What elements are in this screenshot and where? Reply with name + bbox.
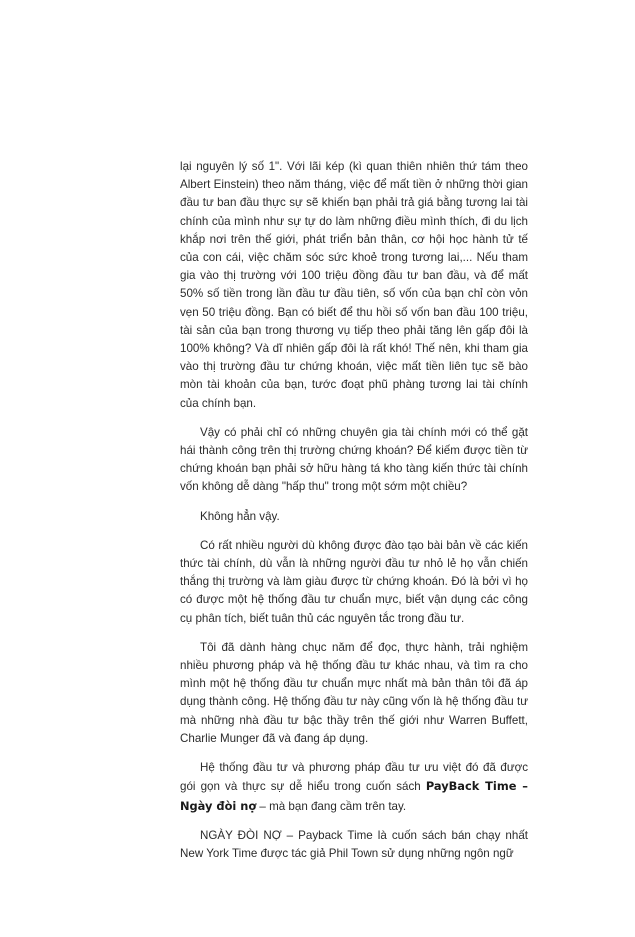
book-title: PayBack Time – Ngày đòi nợ bbox=[180, 779, 528, 813]
paragraph-question-experts: Vậy có phải chỉ có những chuyên gia tài chính mới có thể gặt hái thành công trên thị trường chứng khoán? Để kiếm được tiền từ chứng khoán bạn phải sở hữu hàng tá kho tàng kiến thức tài chính vốn không dễ dàng "hấp thu" trong một sớm một chiều? bbox=[180, 425, 528, 494]
paragraph-not-really: Không hẳn vậy. bbox=[200, 509, 280, 523]
page-body-text bbox=[180, 158, 528, 863]
paragraph-bestseller: NGÀY ĐÒI NỢ – Payback Time là cuốn sách bán chạy nhất New York Time được tác giả Phil Town sử dụng những ngôn ngữ bbox=[180, 828, 528, 860]
paragraph-book-intro bbox=[180, 759, 528, 816]
paragraph-small-investors: Có rất nhiều người dù không được đào tạo bài bản về các kiến thức tài chính, dù vẫn là những người đầu tư nhỏ lẻ họ vẫn chiến thắng thị trường và làm giàu được từ chứng khoán. Đó là bởi vì họ có được một hệ thống đầu tư chuẩn mực, biết vận dụng các công cụ phân tích, biết tuân thủ các nguyên tắc trong đầu tư. bbox=[180, 538, 528, 625]
paragraph-author-experience: Tôi đã dành hàng chục năm để đọc, thực hành, trải nghiệm nhiều phương pháp và hệ thống đầu tư khác nhau, và tìm ra cho mình một hệ thống đầu tư chuẩn mực nhất mà bản thân tôi đã áp dụng thành công. Hệ thống đầu tư này cũng vốn là hệ thống đầu tư mà những nhà đầu tư bậc thầy trên thế giới như Warren Buffett, Charlie Munger đã và đang áp dụng. bbox=[180, 640, 528, 745]
paragraph-book-intro-tail: – mà bạn đang cầm trên tay. bbox=[256, 799, 407, 813]
paragraph-book-intro-lead: Hệ thống đầu tư và phương pháp đầu tư ưu việt đó đã được gói gọn và thực sự dễ hiểu trong cuốn sách bbox=[180, 761, 528, 794]
paragraph-compound-interest: lại nguyên lý số 1". Với lãi kép (kì quan thiên nhiên thứ tám theo Albert Einstein) theo năm tháng, việc để mất tiền ở những thời gian đầu tư ban đầu thực sự sẽ khiến bạn phải trả giá bằng tương lai tài chính của mình như sự tự do làm những điều mình thích, đi du lịch khắp nơi trên thế giới, phát triển bản thân, cơ hội học hành tử tế của con cái, việc chăm sóc sức khoẻ trong tương lai,... Nếu tham gia vào thị trường với 100 triệu đồng đầu tư ban đầu, và để mất 50% số tiền trong lần đầu tư đầu tiên, số vốn của bạn chỉ còn vỏn vẹn 50 triệu đồng. Bạn có biết để thu hồi số vốn ban đầu 100 triệu, tài sản của bạn trong thương vụ tiếp theo phải tăng lên gấp đôi là 100% không? Và dĩ nhiên gấp đôi là rất khó! Thế nên, khi tham gia vào thị trường đầu tư chứng khoán, việc mất tiền liên tục sẽ bào mòn tài khoản của bạn, tước đoạt phũ phàng tương lai tài chính của chính bạn. bbox=[180, 160, 528, 410]
